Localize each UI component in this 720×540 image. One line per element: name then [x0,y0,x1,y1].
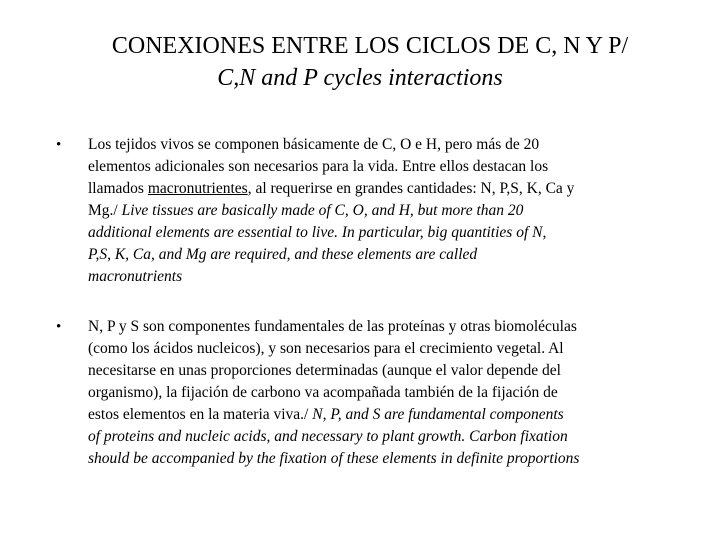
title-spanish: CONEXIONES ENTRE LOS CICLOS DE C, N Y P/ [111,33,629,59]
bullet-text [88,316,678,470]
underlined-term: macronutrientes [147,180,248,197]
text-line [88,200,678,222]
english-translation: Live tissues are basically made of C, O, and H, but more than 20 [121,202,524,219]
bullet-marker: • [56,137,62,153]
english-translation: additional elements are essential to live. In particular, big quantities of N, [88,224,547,241]
bullet-marker: • [56,319,62,335]
english-translation: should be accompanied by the fixation of these elements in definite proportions [88,450,580,467]
text-line: (como los ácidos nucleicos), y son necesarios para el crecimiento vegetal. Al [88,340,564,357]
text-line: N, P y S son componentes fundamentales de las proteínas y otras biomoléculas [88,318,577,335]
text-line [88,178,678,200]
english-translation: macronutrients [88,268,183,285]
english-translation: of proteins and nucleic acids, and necessary to plant growth. Carbon fixation [88,428,568,445]
text-segment: , al requerirse en grandes cantidades: N, P,S, K, Ca y [247,180,575,197]
english-translation: N, P, and S are fundamental components [312,406,564,423]
slide-title [0,30,720,94]
text-segment: Mg./ [88,202,122,219]
text-line: Los tejidos vivos se componen básicamente de C, O e H, pero más de 20 [88,136,540,153]
text-segment: estos elementos en la materia viva./ [88,406,313,423]
text-line: necesitarse en unas proporciones determinadas (aunque el valor depende del [88,362,561,379]
english-translation: P,S, K, Ca, and Mg are required, and these elements are called [88,246,478,263]
text-line: elementos adicionales son necesarios para la vida. Entre ellos destacan los [88,158,549,175]
text-segment: llamados [88,180,148,197]
title-english: C,N and P cycles interactions [217,65,503,91]
bullet-text [88,134,678,288]
text-line [88,404,678,426]
text-line: organismo), la fijación de carbono va acompañada también de la fijación de [88,384,558,401]
